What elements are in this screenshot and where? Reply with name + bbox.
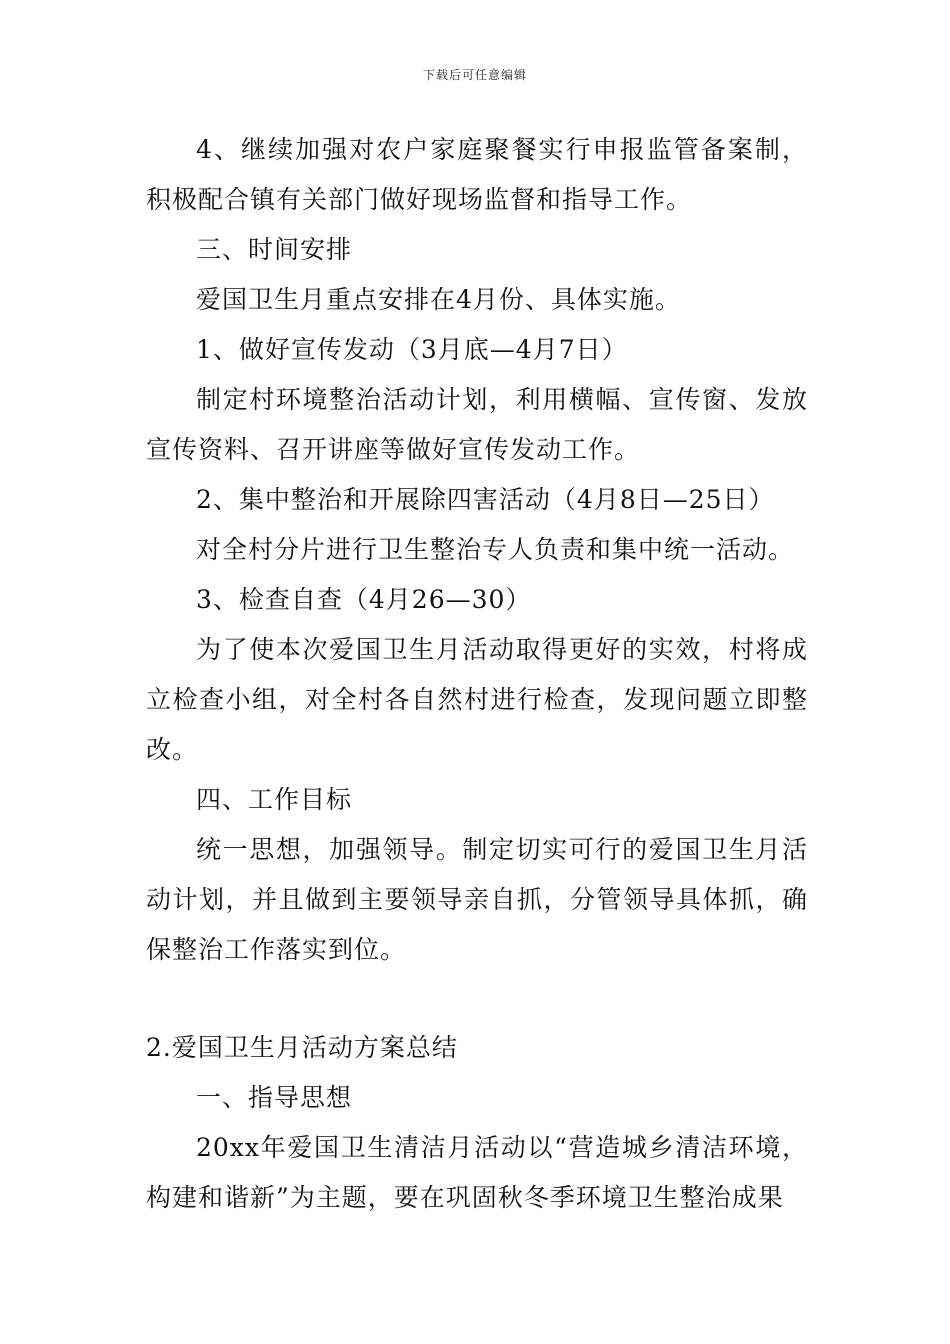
paragraph: 为了使本次爱国卫生月活动取得更好的实效，村将成立检查小组，对全村各自然村进行检查，发现问题立即整改。: [146, 635, 808, 764]
section-heading: 一、指导思想: [196, 1083, 353, 1112]
page-header: 下载后可任意编辑: [422, 68, 527, 82]
paragraph: 制定村环境整治活动计划，利用横幅、宣传窗、发放宣传资料、召开讲座等做好宣传发动工作。: [146, 385, 808, 464]
section-heading: 三、时间安排: [196, 235, 353, 264]
section-heading: 四、工作目标: [196, 785, 353, 814]
paragraph: 统一思想，加强领导。制定切实可行的爱国卫生月活动计划，并且做到主要领导亲自抓，分管领导具体抓，确保整治工作落实到位。: [146, 835, 808, 964]
paragraph: 4、继续加强对农户家庭聚餐实行申报监管备案制，积极配合镇有关部门做好现场监督和指导工作。: [146, 135, 808, 214]
section-spacer: [146, 975, 808, 1023]
paragraph: 对全村分片进行卫生整治专人负责和集中统一活动。: [196, 535, 795, 564]
subsection-heading: 1、做好宣传发动（3月底—4月7日）: [196, 335, 628, 364]
subsection-heading: 2、集中整治和开展除四害活动（4月8日—25日）: [196, 485, 775, 514]
document-body: [146, 125, 808, 1223]
paragraph: 爱国卫生月重点安排在4月份、具体实施。: [196, 285, 681, 314]
paragraph: 20xx年爱国卫生清洁月活动以“营造城乡清洁环境，构建和谐新”为主题，要在巩固秋冬季环境卫生整治成果: [146, 1133, 808, 1212]
document-title: 2.爱国卫生月活动方案总结: [146, 1033, 458, 1062]
subsection-heading: 3、检查自查（4月26—30）: [196, 585, 532, 614]
